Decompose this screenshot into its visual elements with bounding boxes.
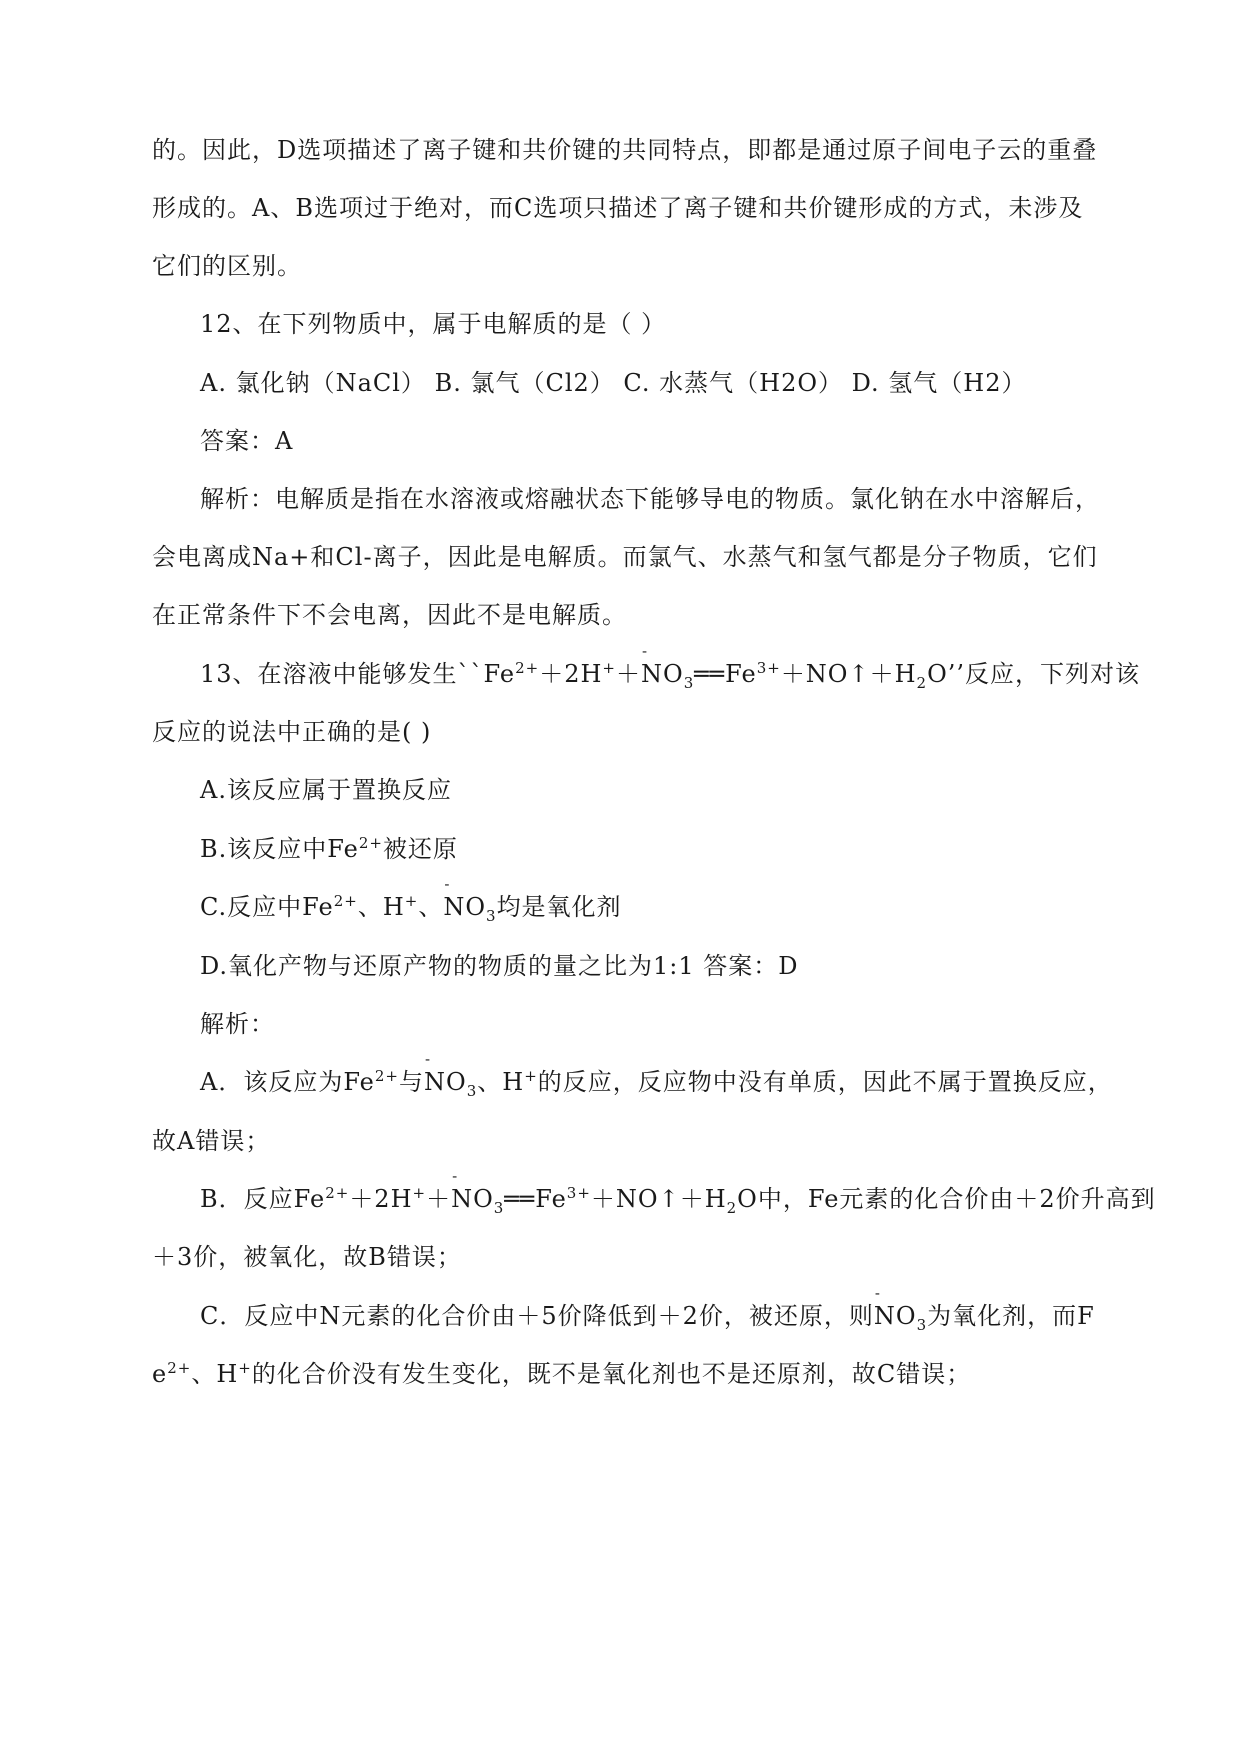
question-13-explanation-c: C．反应中N元素的化合价由＋5价降低到＋2价，被还原，则$NO_3$ - 为氧化剂，而F xyxy=(200,1284,1095,1334)
question-13-option-a: A.该反应属于置换反应 xyxy=(200,776,452,804)
question-13-option-c: C.反应中$Fe^{2+}$、H+、$NO_3$ - 均是氧化剂 xyxy=(200,875,622,925)
question-12-explanation: 会电离成Na+和Cl-离子，因此是电解质。而氯气、水蒸气和氢气都是分子物质，它们 xyxy=(152,543,1098,571)
paragraph-line: 形成的。A、B选项过于绝对，而C选项只描述了离子键和共价键形成的方式，未涉及 xyxy=(152,194,1084,222)
equation: $Fe^{2+}+2H^++NO_3$ - $══Fe^{3+}+NO↑+H_2O$ xyxy=(483,642,948,692)
question-13-explanation-a: A．该反应为$Fe^{2+}$与$NO_3$ - 、H+的反应，反应物中没有单质，因此不属于置换反应， xyxy=(200,1050,1113,1100)
paragraph-line: 它们的区别。 xyxy=(152,252,302,280)
question-13-stem: 13、在溶液中能够发生$``Fe^{2+}+2H^++NO_3$ - $══Fe^{3+}+NO↑+H_2O$’’反应，下列对该 xyxy=(200,642,1141,692)
question-13-explanation-title: 解析： xyxy=(200,1010,275,1038)
question-13-explanation-b: ＋3价，被氧化，故B错误； xyxy=(152,1243,462,1271)
paragraph-line: 的。因此，D选项描述了离子键和共价键的共同特点，即都是通过原子间电子云的重叠 xyxy=(152,136,1098,164)
question-13-explanation-c: $e^{2+}$、H+的化合价没有发生变化，既不是氧化剂也不是还原剂，故C错误； xyxy=(152,1359,972,1388)
question-13-explanation-b: B．反应$Fe^{2+}+2H^++NO_3$ - $══Fe^{3+}+NO↑+H_2O$中，Fe元素的化合价由＋2价升高到 xyxy=(200,1167,1156,1217)
question-13-explanation-a: 故A错误； xyxy=(152,1127,271,1155)
question-13-option-d: D.氧化产物与还原产物的物质的量之比为1:1 答案：D xyxy=(200,952,799,980)
question-12-explanation: 解析：电解质是指在水溶液或熔融状态下能够导电的物质。氯化钠在水中溶解后， xyxy=(200,485,1100,513)
question-13-stem: 反应的说法中正确的是( ) xyxy=(152,718,432,746)
question-12-options: A. 氯化钠（NaCl） B. 氯气（Cl2） C. 水蒸气（H2O） D. 氢气（H2） xyxy=(200,369,1027,397)
question-13-option-b: B.该反应中$Fe^{2+}$被还原 xyxy=(200,834,458,863)
question-12-stem: 12、在下列物质中，属于电解质的是（ ） xyxy=(200,310,667,338)
question-12-answer: 答案：A xyxy=(200,427,294,455)
question-12-explanation: 在正常条件下不会电离，因此不是电解质。 xyxy=(152,601,627,629)
